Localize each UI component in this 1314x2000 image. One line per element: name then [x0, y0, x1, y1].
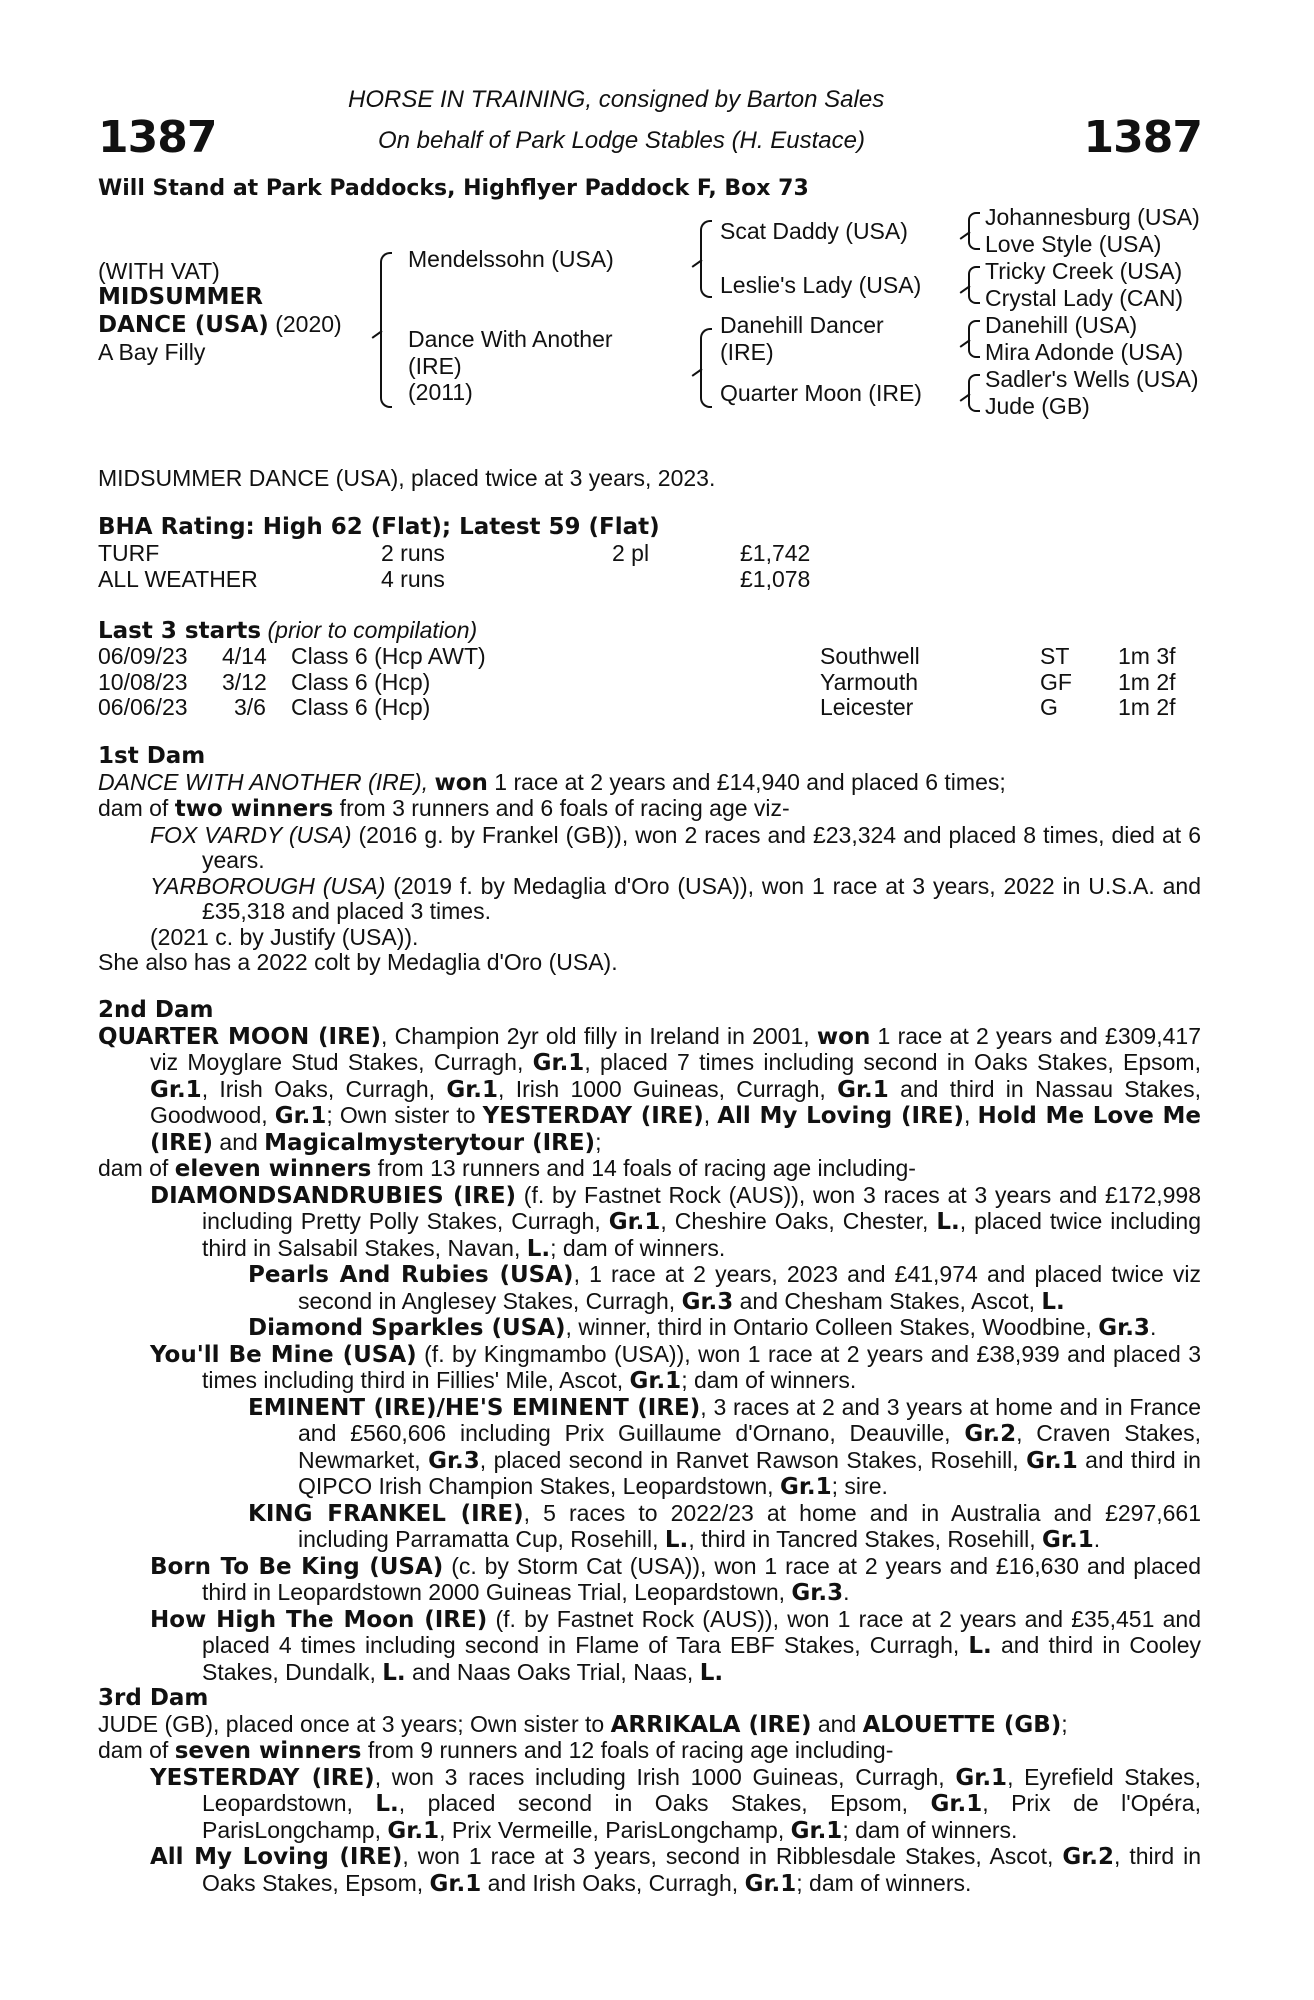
start-going: G — [1040, 694, 1058, 720]
rating-runs: 4 runs — [381, 566, 445, 592]
start-dist: 1m 3f — [1118, 643, 1176, 669]
start-date: 10/08/23 — [98, 669, 188, 695]
start-dist: 1m 2f — [1118, 669, 1176, 695]
last-starts-heading — [98, 617, 477, 644]
pedigree-ddd: Jude (GB) — [985, 393, 1090, 419]
start-going: ST — [1040, 643, 1070, 669]
pedigree-ssd: Love Style (USA) — [985, 231, 1162, 257]
first-dam-heading: 1st Dam — [98, 743, 206, 769]
pedigree-sdd: Crystal Lady (CAN) — [985, 285, 1184, 311]
second-dam-section — [98, 998, 1201, 1686]
second-dam-heading: 2nd Dam — [98, 997, 214, 1023]
pedigree-sire: Mendelssohn (USA) — [408, 246, 614, 272]
consignor-line: On behalf of Park Lodge Stables (H. Eustace) — [378, 127, 865, 154]
brace-g1 — [968, 212, 980, 250]
start-course: Southwell — [820, 643, 920, 669]
start-race: Class 6 (Hcp AWT) — [291, 643, 486, 669]
pedigree-sire-sire: Scat Daddy (USA) — [720, 218, 908, 244]
pedigree-dam-3: (2011) — [408, 379, 473, 405]
lot-number-left: 1387 — [98, 112, 217, 163]
produce-entry: Diamond Sparkles (USA), winner, third in Ontario Colleen Stakes, Woodbine, Gr.3. — [248, 1314, 1157, 1341]
horse-name-2: DANCE (USA) — [98, 312, 269, 338]
start-pos: 3/12 — [222, 669, 267, 695]
rating-surface: ALL WEATHER — [98, 566, 258, 592]
last-starts-title: Last 3 starts — [98, 618, 262, 644]
consignment-line: HORSE IN TRAINING, consigned by Barton Sales — [348, 86, 885, 113]
produce-entry: You'll Be Mine (USA) (f. by Kingmambo (USA)), won 1 race at 2 years and £38,939 and placed 3 times including third in Fillies' Mile, Ascot, Gr.1; dam of winners. — [150, 1340, 1201, 1394]
rating-placed: 2 pl — [612, 540, 650, 566]
produce-entry: KING FRANKEL (IRE), 5 races to 2022/23 at home and in Australia and £297,661 including Parramatta Cup, Rosehill, L., third in Tancred Stakes, Rosehill, Gr.1. — [248, 1499, 1201, 1553]
pedigree-dam-sire-1: Danehill Dancer — [720, 312, 884, 338]
lot-number-right: 1387 — [1083, 112, 1202, 163]
vat-note: (WITH VAT) — [98, 258, 220, 284]
third-dam-record: JUDE (GB), placed once at 3 years; Own sister to ARRIKALA (IRE) and ALOUETTE (GB); — [98, 1710, 1068, 1738]
stand-location: Will Stand at Park Paddocks, Highflyer Paddock F, Box 73 — [98, 176, 809, 201]
pedigree-dam-dam: Quarter Moon (IRE) — [720, 380, 922, 406]
first-dam-line: DANCE WITH ANOTHER (IRE), won 1 race at 2 years and £14,940 and placed 6 times; — [98, 768, 1006, 796]
brace-g4 — [968, 374, 980, 412]
third-dam-produce: dam of seven winners from 9 runners and 12 foals of racing age including- — [98, 1737, 894, 1764]
start-date: 06/09/23 — [98, 643, 188, 669]
produce-entry: DIAMONDSANDRUBIES (IRE) (f. by Fastnet Rock (AUS)), won 3 races at 3 years and £172,998 including Pretty Polly Stakes, Curragh, Gr.1, Cheshire Oaks, Chester, L., placed twice including third in Salsabil Stakes, Navan, L.; dam of winners. — [150, 1181, 1201, 1262]
pedigree-dam-2: (IRE) — [408, 353, 462, 379]
start-date: 06/06/23 — [98, 694, 188, 720]
first-dam-note: She also has a 2022 colt by Medaglia d'Oro (USA). — [98, 949, 618, 975]
first-dam-produce: dam of two winners from 3 runners and 6 foals of racing age viz- — [98, 795, 790, 822]
brace-dam-parents — [700, 328, 712, 408]
start-pos: 3/6 — [234, 694, 266, 720]
rating-surface: TURF — [98, 540, 160, 566]
pedigree-dsd: Mira Adonde (USA) — [985, 339, 1184, 365]
pedigree-dam-sire-2: (IRE) — [720, 339, 774, 365]
pedigree-dam-1: Dance With Another — [408, 326, 613, 352]
horse-name-line2 — [98, 311, 342, 338]
horse-year: (2020) — [275, 311, 342, 337]
first-dam-foal: (2021 c. by Justify (USA)). — [150, 923, 419, 950]
start-course: Leicester — [820, 694, 914, 720]
race-summary: MIDSUMMER DANCE (USA), placed twice at 3 years, 2023. — [98, 465, 716, 491]
start-race: Class 6 (Hcp) — [291, 669, 431, 695]
brace-g3 — [968, 320, 980, 358]
produce-entry: YESTERDAY (IRE), won 3 races including Irish 1000 Guineas, Curragh, Gr.1, Eyrefield Stakes, Leopardstown, L., placed second in Oaks Stakes, Epsom, Gr.1, Prix de l'Opéra, ParisLongchamp, Gr.1, Prix Vermeille, ParisLongchamp, Gr.1; dam of winners. — [150, 1763, 1201, 1844]
start-pos: 4/14 — [222, 643, 267, 669]
start-course: Yarmouth — [820, 669, 919, 695]
start-going: GF — [1040, 669, 1072, 695]
third-dam-heading: 3rd Dam — [98, 1685, 209, 1711]
pedigree-dds: Sadler's Wells (USA) — [985, 366, 1199, 392]
last-starts-note: (prior to compilation) — [267, 617, 478, 643]
produce-entry: EMINENT (IRE)/HE'S EMINENT (IRE), 3 races at 2 and 3 years at home and in France and £560,606 including Prix Guillaume d'Ornano, Deauville, Gr.2, Craven Stakes, Newmarket, Gr.3, placed second in Ranvet Rawson Stakes, Rosehill, Gr.1 and third in QIPCO Irish Champion Stakes, Leopardstown, Gr.1; sire. — [248, 1393, 1202, 1500]
brace-g2 — [968, 266, 980, 304]
bha-rating: BHA Rating: High 62 (Flat); Latest 59 (Flat) — [98, 514, 660, 540]
rating-earnings: £1,742 — [740, 540, 811, 566]
first-dam-foal: FOX VARDY (USA) (2016 g. by Frankel (GB)), won 2 races and £23,324 and placed 8 times, died at 6 years. — [150, 821, 1201, 873]
produce-entry: All My Loving (IRE), won 1 race at 3 years, second in Ribblesdale Stakes, Ascot, Gr.2, third in Oaks Stakes, Epsom, Gr.1 and Irish Oaks, Curragh, Gr.1; dam of winners. — [150, 1843, 1201, 1897]
rating-earnings: £1,078 — [740, 566, 811, 592]
pedigree-sss: Johannesburg (USA) — [985, 204, 1200, 230]
produce-entry: Pearls And Rubies (USA), 1 race at 2 years, 2023 and £41,974 and placed twice viz second in Anglesey Stakes, Curragh, Gr.3 and Chesham Stakes, Ascot, L. — [248, 1261, 1201, 1315]
pedigree-dss: Danehill (USA) — [985, 312, 1138, 338]
rating-runs: 2 runs — [381, 540, 445, 566]
second-dam-record: QUARTER MOON (IRE), Champion 2yr old filly in Ireland in 2001, won 1 race at 2 years and £309,417 viz Moyglare Stud Stakes, Curragh, Gr.1, placed 7 times including second in Oaks Stakes, Epsom, Gr.1, Irish Oaks, Curragh, Gr.1, Irish 1000 Guineas, Curragh, Gr.1 and third in Nassau Stakes, Goodwood, Gr.1; Own sister to YESTERDAY (IRE), All My Loving (IRE), Hold Me Love Me (IRE) and Magicalmysterytour (IRE); — [98, 1022, 1202, 1156]
horse-name-line1: MIDSUMMER — [98, 284, 263, 310]
pedigree-sds: Tricky Creek (USA) — [985, 258, 1183, 284]
start-race: Class 6 (Hcp) — [291, 694, 431, 720]
third-dam-section — [98, 1686, 1201, 1897]
second-dam-produce: dam of eleven winners from 13 runners and 14 foals of racing age including- — [98, 1155, 916, 1182]
produce-entry: Born To Be King (USA) (c. by Storm Cat (USA)), won 1 race at 2 years and £16,630 and placed third in Leopardstown 2000 Guineas Trial, Leopardstown, Gr.3. — [150, 1552, 1201, 1606]
horse-description: A Bay Filly — [98, 339, 206, 365]
produce-entry: How High The Moon (IRE) (f. by Fastnet Rock (AUS)), won 1 race at 2 years and £35,451 and placed 4 times including second in Flame of Tara EBF Stakes, Curragh, L. and third in Cooley Stakes, Dundalk, L. and Naas Oaks Trial, Naas, L. — [150, 1605, 1201, 1686]
brace-sire-dam — [380, 252, 392, 408]
first-dam-section — [98, 744, 1201, 976]
start-dist: 1m 2f — [1118, 694, 1176, 720]
first-dam-foal: YARBOROUGH (USA) (2019 f. by Medaglia d'Oro (USA)), won 1 race at 3 years, 2022 in U.S.A. and £35,318 and placed 3 times. — [150, 872, 1201, 924]
brace-sire-parents — [700, 220, 712, 298]
pedigree-sire-dam: Leslie's Lady (USA) — [720, 272, 922, 298]
